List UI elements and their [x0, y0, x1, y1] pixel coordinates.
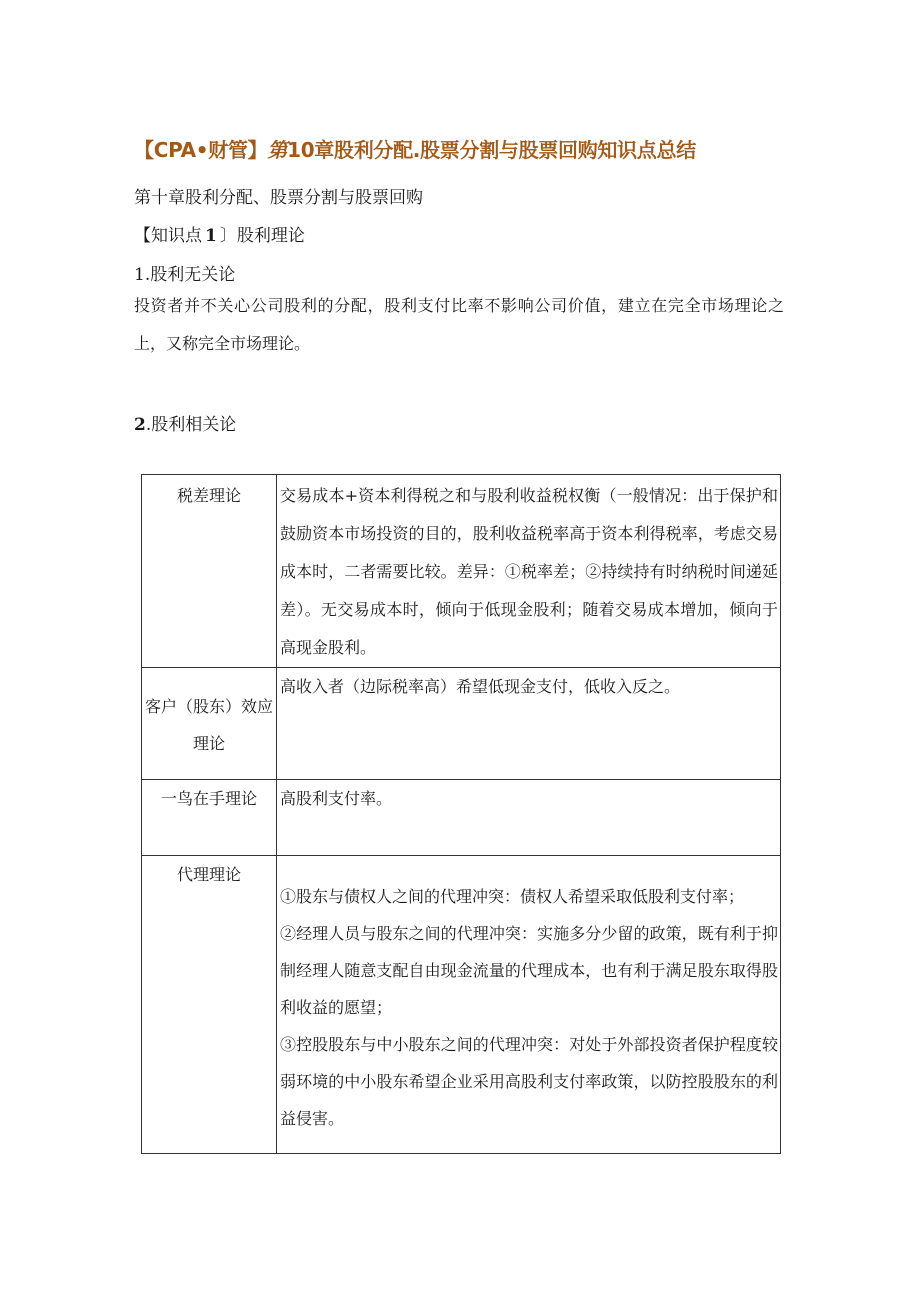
theory-label: [142, 668, 277, 780]
title-rest: 10章股利分配.股票分割与股票回购知识点总结: [287, 138, 696, 162]
theory-paragraph: 高股利支付率。: [280, 789, 393, 808]
table-row: [142, 856, 781, 1154]
theory-paragraph: ②经理人员与股东之间的代理冲突：实施多分少留的政策，既有利于抑制经理人随意支配自由现金流量的代理成本，也有利于满足股东取得股利收益的愿望；: [280, 924, 778, 1017]
theory-description: [277, 668, 781, 780]
document-title: [134, 134, 696, 163]
theory-label-text: 代理理论: [176, 865, 241, 884]
title-bracket: 【CPA•财管】: [134, 138, 268, 162]
table-row: [142, 780, 781, 856]
theory-paragraph: ③控股股东与中小股东之间的代理冲突：对处于外部投资者保护程度较弱环境的中小股东希望企业采用高股利支付率政策，以防控股股东的利益侵害。: [280, 1035, 778, 1128]
theory-label-text: 客户（股东）效应理论: [144, 697, 273, 753]
section2-heading: [134, 410, 236, 435]
theory-label: [142, 475, 277, 668]
table-row: [142, 475, 781, 668]
table-row: [142, 668, 781, 780]
knowledge-point-prefix: 【知识点: [134, 226, 202, 246]
knowledge-point-suffix: 〕股利理论: [219, 226, 305, 246]
theory-label: [142, 856, 277, 1154]
theory-description: [277, 780, 781, 856]
section2-heading-text: .股利相关论: [145, 415, 237, 435]
theory-label: [142, 780, 277, 856]
knowledge-point-heading: [134, 221, 305, 246]
knowledge-point-number: 1: [205, 226, 217, 246]
title-italic-char: 第: [267, 138, 288, 162]
theory-paragraph: ①股东与债权人之间的代理冲突：债权人希望采取低股利支付率；: [280, 887, 745, 906]
theory-description: [277, 475, 781, 668]
theory-description: [277, 856, 781, 1154]
section1-heading: 1.股利无关论: [134, 265, 236, 285]
section2-number: 2: [134, 415, 146, 435]
theory-label-text: 税差理论: [176, 486, 241, 505]
theory-paragraph: 交易成本+资本利得税之和与股利收益税权衡（一般情况：出于保护和鼓励资本市场投资的目的，股利收益税率高于资本利得税率，考虑交易成本时，二者需要比较。差异：①税率差；②持续持有时纳税时间递延差）。无交易成本时，倾向于低现金股利；随着交易成本增加，倾向于高现金股利。: [280, 486, 778, 657]
theory-paragraph: 高收入者（边际税率高）希望低现金支付，低收入反之。: [280, 677, 681, 696]
dividend-theories-table: [141, 474, 781, 1154]
theory-label-text: 一鸟在手理论: [160, 789, 257, 808]
chapter-heading: 第十章股利分配、股票分割与股票回购: [134, 188, 423, 208]
section1-body: 投资者并不关心公司股利的分配，股利支付比率不影响公司价值，建立在完全市场理论之上，又称完全市场理论。: [134, 296, 784, 353]
